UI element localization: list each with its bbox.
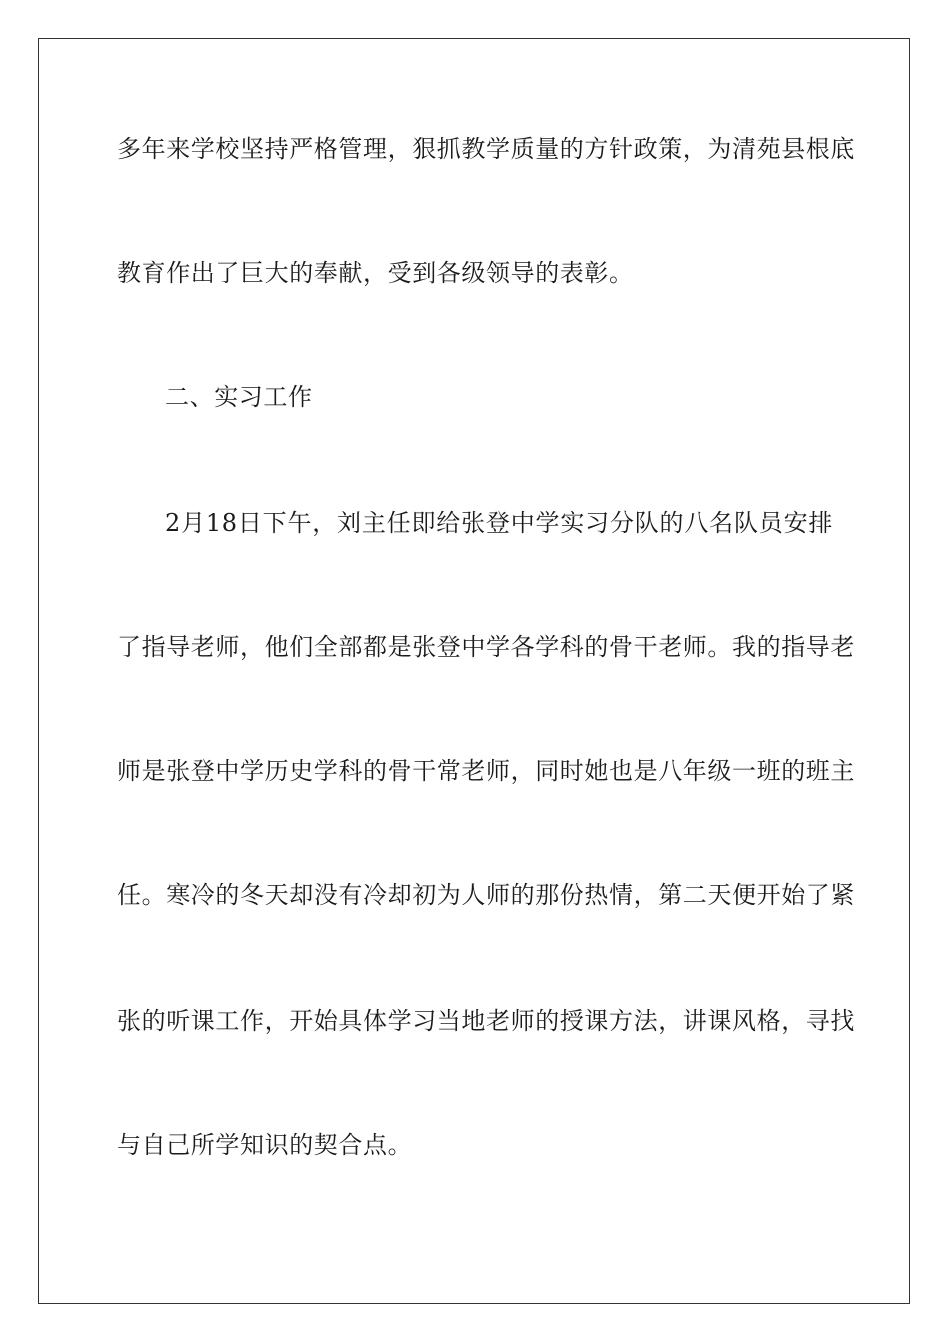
paragraph-2-line-4: 任。寒冷的冬天却没有冷却初为人师的那份热情，第二天便开始了紧 xyxy=(117,881,855,909)
paragraph-2-line-6: 与自己所学知识的契合点。 xyxy=(117,1131,413,1159)
section-heading: 二、实习工作 xyxy=(165,383,313,411)
paragraph-2-line-1: 2月18日下午，刘主任即给张登中学实习分队的八名队员安排 xyxy=(165,509,833,537)
paragraph-2-line-2: 了指导老师，他们全部都是张登中学各学科的骨干老师。我的指导老 xyxy=(117,633,855,661)
paragraph-1-line-2: 教育作出了巨大的奉献，受到各级领导的表彰。 xyxy=(117,259,634,287)
paragraph-1-line-1: 多年来学校坚持严格管理，狠抓教学质量的方针政策，为清苑县根底 xyxy=(117,135,855,163)
paragraph-2-line-3: 师是张登中学历史学科的骨干常老师，同时她也是八年级一班的班主 xyxy=(117,757,855,785)
page-frame xyxy=(38,38,910,1304)
paragraph-2-line-5: 张的听课工作，开始具体学习当地老师的授课方法，讲课风格，寻找 xyxy=(117,1007,855,1035)
